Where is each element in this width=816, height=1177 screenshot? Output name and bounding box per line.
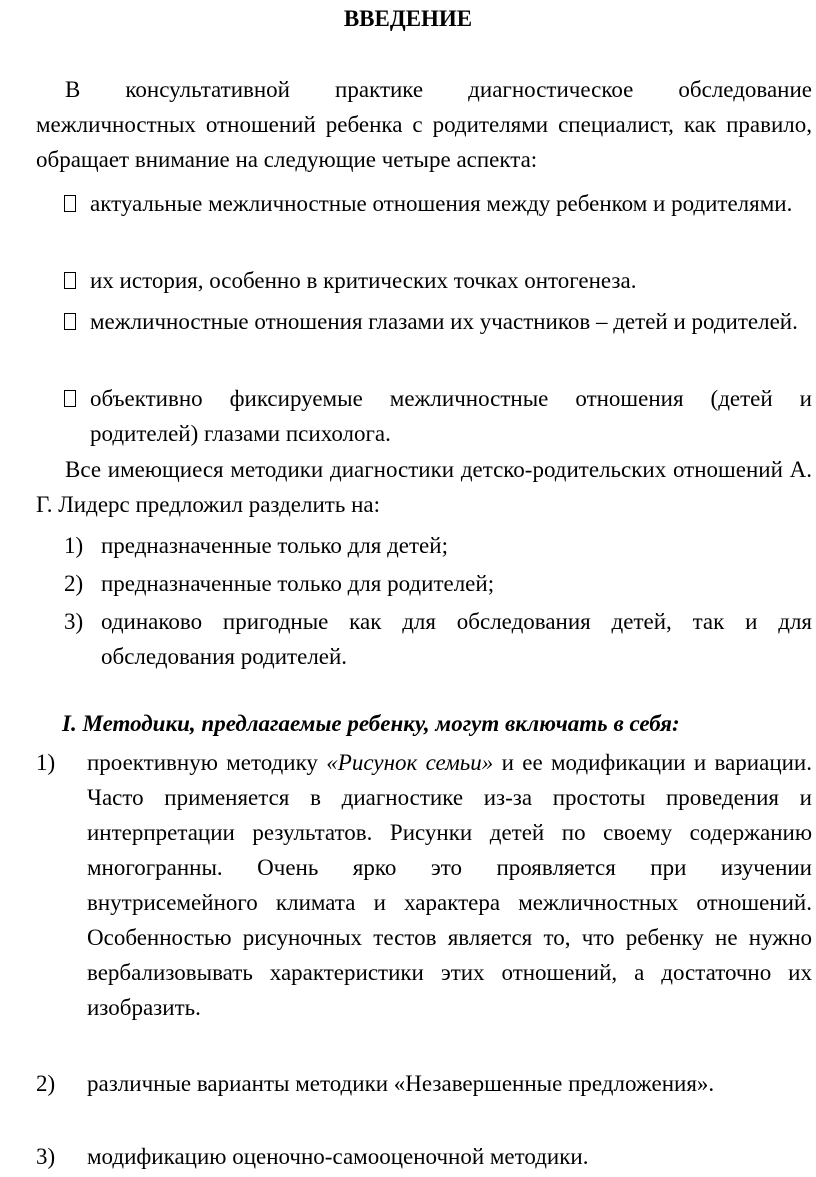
child-method-item xyxy=(36,745,812,1025)
checkbox-bullet-icon xyxy=(64,195,76,212)
list-number: 3) xyxy=(36,1144,56,1169)
aspect-item xyxy=(64,186,812,221)
child-method-text-rest: и ее модификации и вариации. Часто применяется в диагностике из-за простоты проведения и интерпретации результатов. Рисунки детей по своему содержанию многогранны. Очень ярко это проявляется при изучении внутрисемейного климата и характера межличностных отношений. Особенностью рисуночных тестов является то, что ребенку не нужно вербализовывать характеристики этих отношений, а достаточно их изобразить. xyxy=(87,750,812,1020)
method-name-italic: «Рисунок семьи» xyxy=(326,750,494,775)
methods-intro-paragraph: Все имеющиеся методики диагностики детско-родительских отношений А. Г. Лидерс предложил разделить на: xyxy=(36,457,812,517)
aspect-text: их история, особенно в критических точках онтогенеза. xyxy=(90,268,637,293)
list-number: 2) xyxy=(64,571,84,596)
child-method-item xyxy=(36,1139,812,1174)
method-group-text: одинаково пригодные как для обследования детей, так и для обследования родителей. xyxy=(101,609,812,669)
aspect-text: актуальные межличностные отношения между ребенком и родителями. xyxy=(90,191,793,216)
method-group-text: предназначенные только для детей; xyxy=(101,533,448,558)
aspect-item xyxy=(64,304,812,339)
list-number: 1) xyxy=(36,750,56,775)
method-group-item xyxy=(64,566,812,601)
page-title: ВВЕДЕНИЕ xyxy=(343,6,473,31)
list-number: 2) xyxy=(36,1071,56,1096)
checkbox-bullet-icon xyxy=(64,272,76,289)
list-number: 1) xyxy=(64,533,84,558)
child-method-text-start: проективную методику xyxy=(87,750,327,775)
section-heading: I. Методики, предлагаемые ребенку, могут включать в себя: xyxy=(62,711,680,736)
child-method-text: модификацию оценочно-самооценочной методики. xyxy=(87,1144,589,1169)
child-method-item xyxy=(36,1066,812,1101)
child-method-text xyxy=(36,745,812,1025)
aspect-text: объективно фиксируемые межличностные отношения (детей и родителей) глазами психолога. xyxy=(90,386,812,446)
method-group-item xyxy=(64,528,812,563)
aspect-item xyxy=(64,263,812,298)
aspect-item xyxy=(64,381,812,451)
list-number: 3) xyxy=(64,609,84,634)
checkbox-bullet-icon xyxy=(64,390,76,407)
intro-paragraph: В консультативной практике диагностическое обследование межличностных отношений ребенка с родителями специалист, как правило, обращает внимание на следующие четыре аспекта: xyxy=(36,77,812,172)
checkbox-bullet-icon xyxy=(64,313,76,330)
aspect-text: межличностные отношения глазами их участников – детей и родителей. xyxy=(90,309,798,334)
method-group-text: предназначенные только для родителей; xyxy=(101,571,495,596)
method-group-item xyxy=(64,604,812,674)
child-method-text: различные варианты методики «Незавершенные предложения». xyxy=(87,1071,715,1096)
